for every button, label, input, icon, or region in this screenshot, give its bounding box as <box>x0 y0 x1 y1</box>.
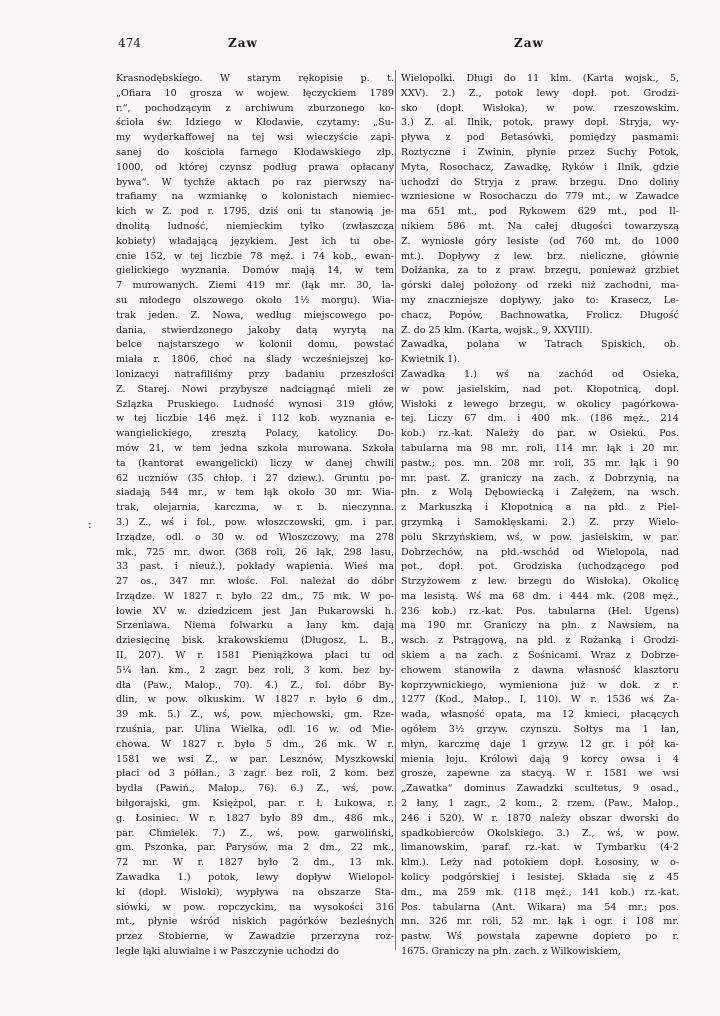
text-line: chacz, Popów, Bachnowatka, Frolicz. Długość <box>401 309 679 321</box>
text-line: ległe łąki aluwialne i w Paszczynie uchodzi do <box>116 946 340 958</box>
text-line: Myta, Rosochacz, Zawadkę, Ryków i Ilnik, gdzie <box>401 161 679 173</box>
text-line: 5¼ łan. km., 2 zagr. bez roli, 3 kom. bez by- <box>116 664 394 676</box>
text-line: Z. do 25 klm. (Karta, wojsk., 9, XXVIII). <box>401 324 593 336</box>
text-line: trak, olejarnia, karczma, w r. b. nieczynna. <box>116 502 394 514</box>
text-line: my znaczniejsze dopływy, jako to: Krasecz, Le- <box>401 294 679 306</box>
text-line: 62 uczniów (35 chłop. i 27 dziew.). Gruntu po- <box>116 472 394 484</box>
text-line: par. Chmielek. 7.) Z., wś, pow. garwoliński, <box>116 827 394 839</box>
text-line: bywa“. W tychże aktach po raz pierwszy na- <box>116 176 394 188</box>
text-line: siówki, w pow. ropczyckim, na wysokości 316 <box>116 901 394 913</box>
text-line: ma lesistą. Wś ma 68 dm. i 444 mk. (208 męż., <box>401 590 679 602</box>
text-line: grzymką i Samoklęskami. 2.) Z. przy Wielo- <box>401 516 679 528</box>
text-line: ma 651 mt., pod Rykowem 629 mt., pod Il- <box>401 206 679 218</box>
text-line: ki (dopł. Wisłoki), wypływa na obszarze Sta- <box>116 886 394 898</box>
text-line: kob.) rz.-kat. Należy do par. w Osieku. Pos. <box>401 428 679 440</box>
column-divider <box>395 70 396 950</box>
text-line: rzuśnia, par. Ulina Wielka, odl. 16 w. od Mie- <box>116 724 394 736</box>
text-line: mk., 725 mr. dwor. (368 roli, 26 łąk, 298 lasu, <box>116 546 394 558</box>
text-line: lonizacyi natrafiliśmy przy badaniu przeszłości <box>116 368 394 380</box>
right-column <box>401 72 679 960</box>
text-line: 72 mr. W r. 1827 było 2 dm., 13 mk. <box>116 857 394 869</box>
text-line: mt.). Dopływy z lew. brz. nieliczne, głównie <box>401 250 679 262</box>
text-line: łowie XV w. dziedzicem jest Jan Pukarowski h. <box>116 605 394 617</box>
text-line: polu Skrzyńskiem, wś, w pow. jasielskim, w par. <box>401 531 679 543</box>
text-line: Kwietnik 1). <box>401 354 460 366</box>
text-line: Z. Starej. Nowi przybysze nadciągnąć mieli ze <box>116 383 394 395</box>
text-line: XXV). 2.) Z., potok lewy dopł. pot. Grodzi- <box>401 87 679 99</box>
text-line: sko (dopł. Wisłoka), w pow. rzeszowskim. <box>401 102 679 114</box>
text-line: mienia łoju. Królowi dają 9 korcy owsa i 4 <box>401 753 679 765</box>
text-line: 27 os., 347 mr. włośc. Fol. należał do dóbr <box>116 576 394 588</box>
text-line: chowem stanowiła z dawna własność klasztoru <box>401 664 679 676</box>
text-line: my wyderkaffowej na tej wsi wieczyście zapi- <box>116 132 394 144</box>
text-line: Srzeniawa. Niema folwarku a łany km. dają <box>116 620 394 632</box>
text-line: „Ofiara 10 grosza w wojew. łęczyckiem 1789 <box>116 87 394 99</box>
text-line: w tej liczbie 146 męż. i 112 kob. wyznania e- <box>116 413 394 425</box>
text-line: mn. 326 mr. roli, 52 mr. łąk i ogr. i 108 mr. <box>401 916 679 928</box>
text-line: 1277 (Kod., Małop., I, 110). W r. 1536 wś Za- <box>401 694 679 706</box>
text-line: Krasnodębskiego. W starym rękopisie p. t. <box>116 73 394 84</box>
text-line: pastw.; pos. mn. 208 mr. roli, 35 mr. łąk i 90 <box>401 457 679 469</box>
text-line: 3.) Z., wś i fol., pow. włoszczowski, gm. i par. <box>116 516 394 528</box>
text-line: koprzywnickiego, wymieniona już w dok. z r. <box>401 679 679 691</box>
text-line: limanowskim, paraf. rz.-kat. w Tymbarku (4·2 <box>401 842 679 854</box>
text-line: dm., ma 259 mk. (118 męż., 141 kob.) rz.-kat. <box>401 886 679 898</box>
text-line: kolicy podgórskiej i lesistej. Składa się z 45 <box>401 872 679 884</box>
running-head-left: Zaw <box>228 36 258 50</box>
text-line: 1675. Graniczy na płn. zach. z Wilkowiskiem, <box>401 946 621 958</box>
text-line: Dołżanka, za to z praw. brzegu, ponieważ grzbiet <box>401 265 679 277</box>
text-line: sanej do kościoła farnego Kłodawskiego złp. <box>116 146 394 158</box>
text-line: Szlązka Pruskiego. Ludność wynosi 319 głów, <box>116 398 394 410</box>
text-line: 39 mk. 5.) Z., wś, pow. miechowski, gm. Rze- <box>116 709 394 721</box>
text-line: biłgorajski, gm. Księżpol, par. r. ł. Łukowa, r. <box>116 798 394 810</box>
text-line: II, 207). W r. 1581 Pieniążkowa płaci tu od <box>116 650 394 662</box>
text-line: pływa z pod Betasówki, pomiędzy pasmami: <box>401 132 679 144</box>
text-line: tabularna ma 98 mr. roli, 114 mr. łąk i 20 mr. <box>401 442 679 454</box>
text-line: cnie 152, w tej liczbie 78 męż. i 74 kob., ewan- <box>116 250 394 262</box>
text-line: tej. Liczy 67 dm. i 400 mk. (186 męż., 214 <box>401 413 679 425</box>
text-line: płaci od 3 półłan., 3 zagr. bez roli, 2 kom. bez <box>116 768 394 780</box>
text-line: z Markuszką i Kłopotnicą a na płd. z Piel- <box>401 502 679 514</box>
text-line: kobiety) władającą językiem. Jest ich tu obe- <box>116 235 394 247</box>
text-line: bydła (Pawiń., Małop., 76). 6.) Z., wś, pow. <box>116 783 394 795</box>
text-line: 236 kob.) rz.-kat. Pos. tabularna (Hel. Ugens) <box>401 605 679 617</box>
text-line: 33 past. i nieuż.), pokłady wapienia. Wieś ma <box>116 561 394 573</box>
text-line: r.“, pochodzącym z archiwum zburzonego ko- <box>116 102 394 114</box>
text-line: skiem a na zach. z Sośnicami. Wraz z Dobrze- <box>401 650 679 662</box>
margin-mark: : <box>88 518 92 531</box>
text-line: siadają 544 mr., w tem łąk około 30 mr. Wia- <box>116 487 394 499</box>
text-line: miała r. 1806, choć na ślady wcześniejszej ko- <box>116 354 394 366</box>
left-column <box>116 72 394 960</box>
text-line: ta (kantorat ewangelicki) liczy w danej chwili <box>116 457 394 469</box>
running-head-right: Zaw <box>514 36 544 50</box>
text-line: Strzyżowem z lew. brzegu do Wisłoka). Okolicę <box>401 576 679 588</box>
text-line: trafiamy na wzmiankę o kolonistach niemiec- <box>116 191 394 203</box>
text-line: grosze, zapewne za stacyą. W r. 1581 we wsi <box>401 768 679 780</box>
text-line: górski dalej położony od rzeki niż zachodni, ma- <box>401 280 679 292</box>
text-line: belce najstarszego w kolonii domu, powstać <box>116 339 394 351</box>
text-line: Irządze. W 1827 r. było 22 dm., 75 mk. W po- <box>116 590 394 602</box>
text-line: dziesięcinę bisk. krakowskiemu (Długosz, L. B., <box>116 635 394 647</box>
text-line: su młodego olszowego około 1½ morgu). Wia- <box>116 294 394 306</box>
text-line: wangielickiego, zresztą Polacy, katolicy. Do- <box>116 428 394 440</box>
text-line: wzniesione w Rosochaczu do 779 mt., w Zawadce <box>401 191 679 203</box>
text-line: mów 21, w tem jedna szkoła murowana. Szkoła <box>116 442 394 454</box>
text-line: ścioła św. Idziego w Kłodawie, czytamy: „Su- <box>116 117 394 129</box>
page-number: 474 <box>118 36 141 50</box>
text-line: uchodzi do Stryja z praw. brzegu. Dno doliny <box>401 176 679 188</box>
text-line: kich w Z. pod r. 1795, dziś oni tu stanowią je- <box>116 206 394 218</box>
text-line: dła (Paw., Małop., 70). 4.) Z., fol. dóbr By- <box>116 679 394 691</box>
text-line: Dobrzechów, na płd.-wschód od Wielopola, nad <box>401 546 679 558</box>
text-line: dlin, w pow. olkuskim. W 1827 r. było 6 dm., <box>116 694 394 706</box>
text-line: 1581 we wsi Z., w par. Lesznów, Myszkowski <box>116 753 394 765</box>
text-line: g. Łosiniec. W r. 1827 było 89 dm., 486 mk., <box>116 812 394 824</box>
text-line: „Zawatka“ dominus Zawadzki scultetus, 9 osad., <box>401 783 679 795</box>
text-line: chowa. W 1827 r. było 5 dm., 26 mk. W r. <box>116 738 394 750</box>
text-line: 3.) Z. al. Ilnik, potok, prawy dopł. Stryja, wy- <box>401 117 679 129</box>
text-line: wada, własność opata, ma 12 kmieci, płacących <box>401 709 679 721</box>
text-line: gm. Pszonka, par. Parysów, ma 2 dm., 22 mk., <box>116 842 394 854</box>
text-line: ogółem 3½ grzyw. czynszu. Sołtys ma 1 łan, <box>401 724 679 736</box>
text-line: dnolitą ludność, niemieckim tylko (zwłaszcza <box>116 220 394 232</box>
text-line: 246 i 520). W r. 1870 należy obszar dworski do <box>401 812 679 824</box>
text-line: Wielopolki. Długi do 11 klm. (Karta wojsk., 5, <box>401 73 679 84</box>
text-line: przez Stobierne, w Zawadzie przerzyna roz- <box>116 931 394 943</box>
text-line: nikiem 586 mt. Na całej długości towarzyszą <box>401 220 679 232</box>
text-line: trak jeden. Z. Nowa, według miejscowego po- <box>116 309 394 321</box>
text-line: mr. past. Z. graniczy na zach. z Dobrzynią, na <box>401 472 679 484</box>
text-line: 1000, od której czynsz podług prawa opłacany <box>116 161 394 173</box>
text-line: Pos. tabularna (Ant. Wikara) ma 54 mr.; pos. <box>401 901 679 913</box>
text-line: młyn, karczmę daje 1 grzyw. 12 gr. i pół ka- <box>401 738 679 750</box>
text-line: pot., dopł. pot. Grodziska (uchodzącego pod <box>401 561 679 573</box>
text-line: mt., płynie wśród niskich pagórków bezleśnych <box>116 916 394 928</box>
text-line: klm.). Leży nad potokiem dopł. Łososiny, w o- <box>401 857 679 869</box>
text-line: płn. z Wolą Dębowiecką i Załężem, na wsch. <box>401 487 679 499</box>
text-line: Z. wyniosłe góry lesiste (od 760 mt. do 1000 <box>401 235 679 247</box>
text-line: Wisłoki z lewego brzegu, w okolicy pagórkowa- <box>401 398 679 410</box>
text-line: gielickiego wyznania. Domów mają 14, w tem <box>116 265 394 277</box>
page-header <box>0 36 720 56</box>
text-line: w pow. jasielskim, nad pot. Kłopotnicą, dopł. <box>401 383 679 395</box>
text-line: wsch. z Pstrągową, na płd. z Rożanką i Grodzi- <box>401 635 679 647</box>
text-line: pastw. Wś powstała zapewne dopiero po r. <box>401 931 679 943</box>
text-line: Zawadka, polana w Tatrach Spiskich, ob. <box>401 339 679 351</box>
text-line: ma 190 mr. Graniczy na płn. z Nawsiem, na <box>401 620 679 632</box>
text-line: dania, stwierdzonego jakoby datą wyrytą na <box>116 324 394 336</box>
text-line: Roztyczne i Zwinin, płynie przez Suchy Potok, <box>401 146 679 158</box>
text-line: Zawadka 1.) potok, lewy dopływ Wielopol- <box>116 872 394 884</box>
text-line: 7 murowanych. Ziemi 419 mr. (łąk mr. 30, la- <box>116 280 394 292</box>
text-line: 2 łany, 1 zagr., 2 kom., 2 rzem. (Paw., Małop., <box>401 798 679 810</box>
text-line: Irządze, odl. o 30 w. od Włoszczowy, ma 278 <box>116 531 394 543</box>
text-line: spadkobierców Okolskiego. 3.) Z., wś, w pow. <box>401 827 679 839</box>
text-line: Zawadka 1.) wś na zachód od Osieka, <box>401 368 679 380</box>
